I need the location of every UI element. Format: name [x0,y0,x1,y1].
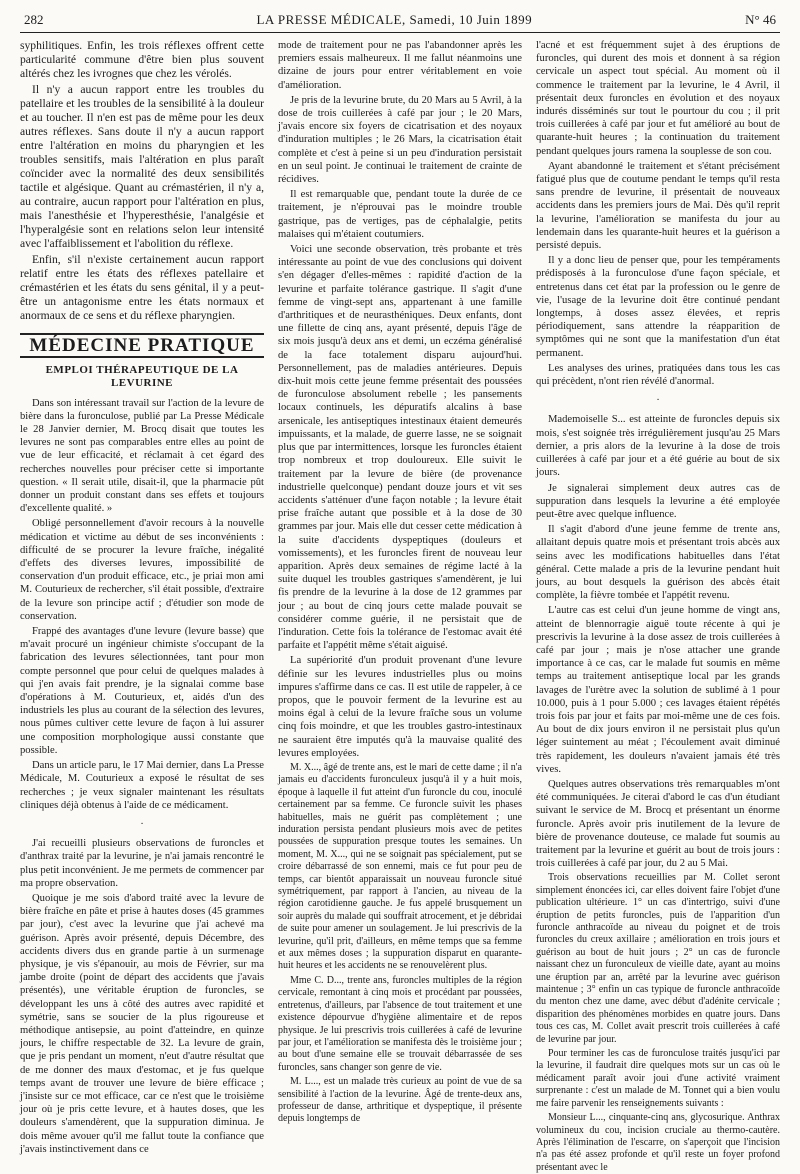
paragraph: Il s'agit d'abord d'une jeune femme de trente ans, allaitant depuis quatre mois et présentant trois abcès aux seins avec les modifications habituelles dans l'état général. Cette malade a pris de la levurine pendant huit jours, au bout desquels la guérison des abcès était complète, la fièvre tombée et l'appétit revenu. [536,524,780,602]
paragraph: Frappé des avantages d'une levure (levure basse) que m'avait procuré un ingénieur chimiste s'occupant de la fabrication des levures sélectionnées, tant pour mon compte personnel que pour celui de quelques malades à qui j'en avais fait prendre, je la signalai comme base d'opérations à M. Couturieux, et, aidés d'un des industriels les plus au courant de la sélection des levures, nous pûmes cultiver cette levure de façon à lui assurer une composition morphologique aussi constante que possible. [20,626,264,756]
paragraph: syphilitiques. Enfin, les trois réflexes offrent cette particularité commune d'être bien plus souvent altérés chez les ivrognes que chez les vérolés. [20,39,264,80]
paragraph: Voici une seconde observation, très probante et très intéressante au point de vue des conclusions qui doivent s'en dégager d'elles-mêmes : rapidité d'action de la levurine et parfaite tolérance gastrique. Il s'agit d'une femme de vingt-sept ans, appartenant à une famille d'arthritiques et de neurasthéniques. Deux enfants, dont une fillette de cinq ans, ayant présenté, depuis l'âge de six mois jusqu'à deux ans et demi, un eczéma généralisé de la face totalement disparu aujourd'hui. Personnellement, pas de maladies antérieures. Depuis dix-huit mois cette jeune femme présentait des poussées de furonculose absolument rebelle ; les pansements locaux continuels, les dépuratifs alcalins à base arsenicale, les antiseptiques intestinaux étaient demeurés impuissants, et la malade, de guerre lasse, ne se soignait plus que par intermittences, lorsque les furoncles étaient trop nombreux et trop douloureux. Elle suivit le traitement par la levure de bière (de provenance industrielle quelconque) pendant douze jours et vit ses accidents s'atténuer d'une façon notable ; la levure était prise fraîche autant que possible et à la dose de 30 grammes par jour. Mais elle dut cesser cette médication à la suite d'accidents dyspeptiques (douleurs et vomissements), et les furoncles firent de nouveau leur apparition. Après deux semaines de régime lacté à la suite duquel les troubles gastriques s'amendèrent, je lui fis prendre de la levurine à la dose de 12 grammes par jour ; au bout de cinq jours cette malade pouvait se considérer comme guérie, il ne persistait que de l'induration. Cette fois la tolérance de l'estomac avait été parfaite et l'appétit même s'était aiguisé. [278,244,522,652]
paragraph: Il est remarquable que, pendant toute la durée de ce traitement, je n'éprouvai pas le moindre trouble gastrique, pas de vertiges, pas de céphalalgie, petits malaises qui m'étaient coutumiers. [278,189,522,240]
paragraph: Je pris de la levurine brute, du 20 Mars au 5 Avril, à la dose de trois cuillerées à café par jour ; le 20 Mars, j'avais encore six foyers de cicatrisation et des noyaux d'induration multiples ; le 26 Mars, la cicatrisation était complète et c'est à peine si un peu d'induration persistait en un seul point. Je continuai le traitement de crainte de récidives. [278,94,522,186]
paragraph: Pour terminer les cas de furonculose traités jusqu'ici par la levurine, il faudrait dire quelques mots sur un cas où le médicament paraît avoir joui d'une activité vraiment surprenante : c'est un malade de M. Tonnet qui a bien voulu me faire parvenir les renseignements suivants : [536,1048,780,1109]
column-1 [20,39,264,1155]
columns [20,39,780,1173]
paragraph: L'autre cas est celui d'un jeune homme de vingt ans, atteint de blennorragie aiguë toute récente à qui je prescrivis la levurine à la dose assez de trois cuillerées à café par jour ; mais je n'ose attacher une grande importance à ce cas, car le malade fut soumis en même temps au traitement antiseptique local par les grands lavages de l'urètre avec la solution de sublimé à 1 pour 10.000, puis à 1 pour 5.000 ; ces lavages étaient répétés trois fois par jour et faits par moi-même une de ces fois. Au bout de dix jours environ il ne persistait plus qu'un léger suintement au méat ; l'écoulement avait diminué très rapidement, les douleurs n'avaient jamais été très vives. [536,605,780,775]
paragraph: Mme C. D..., trente ans, furoncles multiples de la région cervicale, remontant à cinq mois et procédant par poussées, entretenus, d'ailleurs, par l'absence de tout traitement et une existence dépourvue d'hygiène alimentaire et de repos physique. Je lui prescrivis trois cuillerées à café de levurine par jour, et l'amélioration se manifesta dès le troisième jour ; au bout d'une semaine elle se trouvait débarrassée de ses furoncles, sans changer son genre de vie. [278,974,522,1073]
paragraph: Enfin, s'il n'existe certainement aucun rapport relatif entre les états des réflexes patellaire et crémastérien et les états du sens génital, il y a peut-être un antagonisme entre les états normaux et anormaux de ce sens et du réflexe pharyngien. [20,253,264,322]
paragraph: Je signalerai simplement deux autres cas de suppuration dans lesquels la levurine a été employée peut-être avec quelque influence. [536,482,780,520]
column-3 [536,39,780,1173]
paragraph: Quoique je me sois d'abord traité avec la levure de bière fraîche en pâte et prise à hautes doses (45 grammes par jour), c'est avec la levurine que j'ai achevé ma guérison. Après avoir présenté, depuis Décembre, des accidents divers dus en grande partie à un surmenage physique, je vis s'épanouir, au mois de Février, sur ma jambe droite (point de départ des accidents que j'avais présentés), une véritable éruption de furoncles, se développant les uns à côté des autres avec rapidité et symétrie, sans se soucier de la plus rigoureuse et méthodique antisepsie, au point d'atteindre, en quinze jours, le chiffre respectable de 32. La levure de grain, que je pris pendant un moment, n'eut d'autre résultat que de me donner des maux d'estomac, et je fus quelque temps avant de trouver une levure de bière efficace ; j'insiste sur ce mot efficace, car ce n'est que le troisième jour où je pris cette levure, et à hautes doses, que les douleurs s'amendèrent, que la suppuration diminua. Je dois même avouer qu'il me fallut toute la confiance que j'avais instinctivement dans ce [20,892,264,1155]
paragraph: l'acné et est fréquemment sujet à des éruptions de furoncles, qui durent des mois et donnent à sa région cervicale un aspect tout spécial. Au moment où il commence le traitement par la levurine, le 4 Avril, il présentait deux furoncles en évolution et des noyaux indurés disséminés sur tout le pourtour du cou ; il prit trois cuillerées à café par jour et fut amélioré au bout de quarante-huit heures ; la continuation du traitement pendant quelques jours ramena la souplesse de son cou. [536,40,780,157]
paragraph: Monsieur L..., cinquante-cinq ans, glycosurique. Anthrax volumineux du cou, incision cruciale au thermo-cautère. Après l'élimination de l'escarre, on s'aperçoit que l'incision n'a pas été assez profonde et qu'il reste un foyer profond présentant avec le [536,1112,780,1173]
journal-title: LA PRESSE MÉDICALE, Samedi, 10 Juin 1899 [256,12,533,27]
paragraph: Il n'y a aucun rapport entre les troubles du patellaire et les troubles de la sensibilité à la douleur et au toucher. Il n'en est pas de même pour les deux autres réflexes. Sans doute il n'y a aucun rapport entre l'altération en moins du pharyngien et les troubles sensitifs, mais l'altération en plus paraît coïncider avec la normalité des deux sensibilités tactile et algésique. Quant au crémastérien, il n'y a, au contraire, aucun rapport pour l'altération en plus, mais l'anesthésie et l'hyperesthésie, l'analgésie et l'hyperalgésie sont en relations selon leur intensité avec l'affaiblissement et l'abolition du réflexe. [20,83,264,250]
paragraph: Ayant abandonné le traitement et s'étant précisément fatigué plus que de coutume pendant le temps qu'il resta sans prendre de levurine, il présentait de nouveaux accidents dans les premiers jours de Mai. Dès qu'il reprit la levurine, l'amélioration se manifesta du jour au lendemain dans les quarante-huit heures et la guérison a persisté depuis. [536,160,780,252]
paragraph: J'ai recueilli plusieurs observations de furoncles et d'anthrax traité par la levurine, je n'ai jamais rencontré le plus petit inconvénient. Je me permets de commencer par ma propre observation. [20,838,264,889]
paragraph: Dans son intéressant travail sur l'action de la levure de bière dans la furonculose, publié par La Presse Médicale le 28 Janvier dernier, M. Brocq disait que toutes les levures ne sont pas comparables entre elles au point de vue de leur efficacité, et réclamait à cet égard des recherches nouvelles pour préciser cette si importante question. « Il serait utile, disait-il, que la pharmacie pût donner un produit constant dans ses effets et toujours d'excellente qualité. » [20,397,264,515]
paragraph: mode de traitement pour ne pas l'abandonner après les premiers essais malheureux. Il me fallut néanmoins une dizaine de jours pour entrer véritablement en voie d'amélioration. [278,40,522,91]
page-number: 282 [24,12,44,27]
issue-number: N° 46 [745,12,776,27]
paragraph: M. X..., âgé de trente ans, est le mari de cette dame ; il n'a jamais eu d'accidents furonculeux jusqu'à il y a huit mois, époque à laquelle il fut atteint d'un furoncle du cou, inoculé certainement par sa femme. Ce furoncle suivit les phases habituelles, mais ne guérit pas complètement ; une induration persista pendant plusieurs mois avec de petites poussées de suppuration presque toutes les semaines. Un moment, M. X..., qui ne se soignait pas spécialement, put se croire débarrassé de son ennemi, mais ce fut pour peu de temps, car bientôt apparaissait un nouveau furoncle situé symétriquement, par rapport à l'ancien, au niveau de la région carotidienne gauche. Je fus appelé brusquement un soir auprès du malade qui souffrait atrocement, et je débridai de suite pour amener un soulagement. Je lui prescrivis de la levurine, qu'il prit, d'ailleurs, en même temps que sa femme et aux mêmes doses ; la suppuration disparut en quarante-huit heures et les accidents ne se renouvelèrent plus. [278,761,522,972]
paragraph: Mademoiselle S... est atteinte de furoncles depuis six mois, s'est soignée très irrégulièrement jusqu'au 25 Mars dernier, a pris alors de la levurine à la dose de trois cuillerées à café par jour et a été guérie au bout de six jours. [536,414,780,479]
paragraph: Dans un article paru, le 17 Mai dernier, dans La Presse Médicale, M. Couturieux a exposé le résultat de ses recherches ; je veux signaler maintenant les résultats cliniques déjà obtenus à l'aide de ce médicament. [20,760,264,811]
column-2 [278,39,522,1125]
paragraph: Les analyses des urines, pratiquées dans tous les cas qui précèdent, n'ont rien révélé d'anormal. [536,362,780,388]
paragraph: La supériorité d'un produit provenant d'une levure définie sur les levures industrielles plus ou moins impures s'affirme dans ce cas. Il est utile de rappeler, à ce propos, que le pouvoir ferment de la levurine est au moins égal à celui de la levure fraîche sous un volume cinq fois moindre, et que les troubles gastro-intestinaux ne sauraient être imputés qu'à la mauvaise qualité des levures employées. [278,655,522,759]
article-subtitle: EMPLOI THÉRAPEUTIQUE DE LA LEVURINE [45,364,239,390]
paragraph: Obligé personnellement d'avoir recours à la nouvelle médication et victime au début de ses inconvénients : difficulté de se procurer la levure fraîche, inégalité d'effets des diverses levures, impossibilité de conservation d'un produit efficace, etc., je priai mon ami M. Couturieux de rechercher, s'il était possible, d'extraire de la levure son principe actif ; d'étudier son mode de conservation. [20,518,264,622]
section-title: MÉDECINE PRATIQUE [20,333,264,358]
section-separator-dot: · [656,395,660,407]
paragraph: Il y a donc lieu de penser que, pour les tempéraments prédisposés à la furonculose d'une façon spéciale, et entretenus dans cet état par la profession ou le genre de vie, l'usage de la levurine doit être continué pendant longtemps, à doses assez élevées, et repris périodiquement, sans attendre la réapparition de symptômes qui ne sont que la manifestation d'un état permanent. [536,255,780,359]
paragraph: M. L..., est un malade très curieux au point de vue de sa sensibilité à l'action de la levurine. Âgé de trente-deux ans, professeur de danse, arthritique et dyspeptique, il présente depuis longtemps de [278,1076,522,1125]
page-header [20,6,780,32]
section-separator-dot: · [140,818,144,830]
header-rule [20,32,780,33]
paragraph: Quelques autres observations très remarquables m'ont été communiquées. Je citerai d'abord le cas d'un étudiant suivant le service de M. Brocq et présentant un énorme furoncle. Après avoir pris inutilement de la levure de bière de provenance douteuse, ce malade fut soumis au traitement par la levurine et guérit au bout de trois jours : trois cuillerées à café par jour, du 2 au 5 Mai. [536,778,780,870]
paragraph: Trois observations recueillies par M. Collet seront simplement énoncées ici, car elles doivent faire l'objet d'une publication ultérieure. 1° un cas d'intertrigo, suivi d'une éruption de petits furoncles, puis de l'apparition d'un furoncle anthracoïde au niveau du poignet et de trois furoncles du creux axillaire ; amélioration en trois jours et guérison au bout de huit jours ; 2° un cas de furoncle naissant chez un furonculeux de vieille date, ayant au moins une éruption par an, arrêté par la levurine avec guérison maintenue ; 3° enfin un cas typique de furoncle anthracoïde du menton chez une dame, avec début d'adénite cervicale ; disparition des phénomènes morbides en quatre jours. Dans tous ces cas, M. Collet avait prescrit trois cuillerées à café de levurine par jour. [536,872,780,1045]
